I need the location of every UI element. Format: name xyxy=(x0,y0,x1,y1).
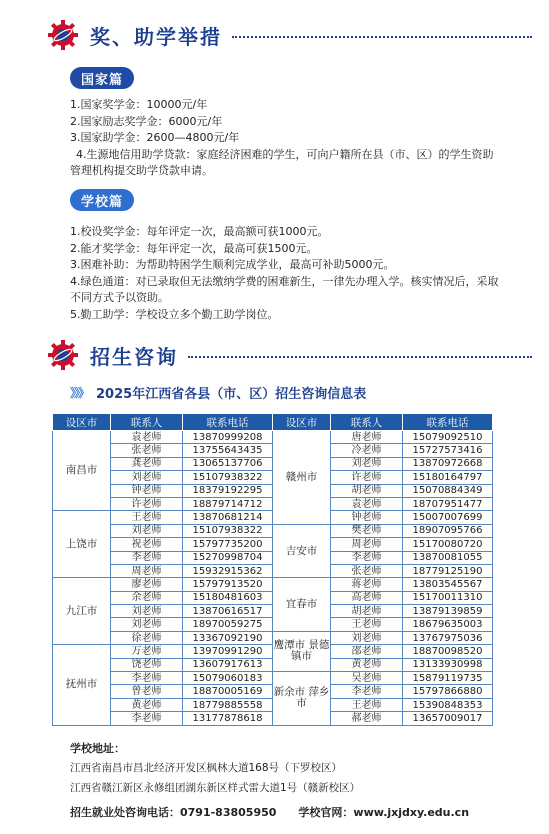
contact-phone-cell: 15797866880 xyxy=(403,685,493,698)
list-item: 3.困难补助：为帮助特困学生顺利完成学业，最高可补助5000元。 xyxy=(70,258,395,271)
address-label: 学校地址： xyxy=(70,742,125,755)
contact-name-cell: 李老师 xyxy=(111,672,183,685)
contact-name-cell: 曾老师 xyxy=(111,685,183,698)
contact-phone-cell: 13870616517 xyxy=(183,605,273,618)
table-row xyxy=(53,431,493,444)
contact-phone-cell: 18379192295 xyxy=(183,484,273,497)
contact-phone-cell: 13065137706 xyxy=(183,457,273,470)
contact-name-cell: 王老师 xyxy=(331,698,403,711)
column-header: 联系人 xyxy=(111,414,183,431)
contact-name-cell: 黄老师 xyxy=(111,698,183,711)
contact-name-cell: 胡老师 xyxy=(331,605,403,618)
city-cell: 吉安市 xyxy=(273,524,331,578)
contact-phone-cell: 13177878618 xyxy=(183,712,273,725)
city-cell: 新余市 萍乡市 xyxy=(273,672,331,726)
contact-phone-cell: 15170011310 xyxy=(403,591,493,604)
contact-phone-cell: 15797735200 xyxy=(183,538,273,551)
table-title-text: 2025年江西省各县（市、区）招生咨询信息表 xyxy=(96,387,367,402)
city-cell: 抚州市 xyxy=(53,645,111,725)
contact-name-cell: 周老师 xyxy=(331,538,403,551)
contact-phone-cell: 18879714712 xyxy=(183,497,273,510)
city-cell: 南昌市 xyxy=(53,431,111,511)
contact-name-cell: 郝老师 xyxy=(331,712,403,725)
contact-name-cell: 冷老师 xyxy=(331,444,403,457)
contact-phone-cell: 15932915362 xyxy=(183,564,273,577)
contact-phone-cell: 15079060183 xyxy=(183,672,273,685)
address-line: 江西省赣江新区永修组团湖东新区样式雷大道1号（赣新校区） xyxy=(70,782,361,794)
city-cell: 鹰潭市 景德镇市 xyxy=(273,631,331,671)
footer xyxy=(70,804,490,820)
school-label-badge: 学校篇 xyxy=(70,189,134,211)
contact-phone-cell: 18907095766 xyxy=(403,524,493,537)
table-row xyxy=(53,672,493,685)
contact-phone-cell: 18679635003 xyxy=(403,618,493,631)
section-title: 奖、助学举措 xyxy=(90,24,222,49)
contact-name-cell: 李老师 xyxy=(111,712,183,725)
contact-phone-cell: 15107938322 xyxy=(183,471,273,484)
contact-phone-cell: 15107938322 xyxy=(183,524,273,537)
contact-phone-cell: 15270998704 xyxy=(183,551,273,564)
contact-phone-cell: 18779885558 xyxy=(183,698,273,711)
column-header: 设区市 xyxy=(53,414,111,431)
table-row xyxy=(53,631,493,644)
contact-name-cell: 刘老师 xyxy=(111,605,183,618)
contact-phone-cell: 13607917613 xyxy=(183,658,273,671)
contact-phone-cell: 15070884349 xyxy=(403,484,493,497)
national-label-badge: 国家篇 xyxy=(70,67,134,89)
list-item: 1.国家奖学金：10000元/年 xyxy=(70,98,208,111)
contact-name-cell: 刘老师 xyxy=(111,471,183,484)
list-item: 1.校设奖学金：每年评定一次，最高额可获1000元。 xyxy=(70,225,329,238)
school-policy-list xyxy=(70,224,500,323)
city-cell: 赣州市 xyxy=(273,431,331,525)
column-header: 联系电话 xyxy=(183,414,273,431)
contact-name-cell: 蒋老师 xyxy=(331,578,403,591)
contact-name-cell: 袁老师 xyxy=(331,497,403,510)
contact-phone-cell: 13870999208 xyxy=(183,431,273,444)
table-body xyxy=(53,431,493,726)
contact-name-cell: 袁老师 xyxy=(111,431,183,444)
contact-name-cell: 樊老师 xyxy=(331,524,403,537)
city-cell: 宜春市 xyxy=(273,578,331,632)
contact-name-cell: 龚老师 xyxy=(111,457,183,470)
contact-phone-cell: 13970991290 xyxy=(183,645,273,658)
contact-name-cell: 祝老师 xyxy=(111,538,183,551)
contact-name-cell: 饶老师 xyxy=(111,658,183,671)
contact-name-cell: 吴老师 xyxy=(331,672,403,685)
city-cell: 上饶市 xyxy=(53,511,111,578)
contact-phone-cell: 13879139859 xyxy=(403,605,493,618)
contact-phone-cell: 18779125190 xyxy=(403,564,493,577)
gear-logo-icon xyxy=(46,18,80,52)
contact-name-cell: 刘老师 xyxy=(111,618,183,631)
contact-name-cell: 刘老师 xyxy=(111,524,183,537)
contact-name-cell: 徐老师 xyxy=(111,631,183,644)
contact-name-cell: 周老师 xyxy=(111,564,183,577)
list-item: 2.国家励志奖学金：6000元/年 xyxy=(70,114,223,128)
contact-name-cell: 张老师 xyxy=(331,564,403,577)
list-item: 5.勤工助学：学校设立多个勤工助学岗位。 xyxy=(70,307,279,321)
contact-phone-cell: 18870098520 xyxy=(403,645,493,658)
contact-name-cell: 唐老师 xyxy=(331,431,403,444)
contact-phone-cell: 15180481603 xyxy=(183,591,273,604)
table-row xyxy=(53,524,493,537)
contact-name-cell: 钟老师 xyxy=(331,511,403,524)
city-cell: 九江市 xyxy=(53,578,111,645)
contact-name-cell: 邵老师 xyxy=(331,645,403,658)
contact-name-cell: 黄老师 xyxy=(331,658,403,671)
dotted-divider xyxy=(232,36,532,38)
section-header-scholarships xyxy=(46,18,532,52)
contact-name-cell: 李老师 xyxy=(331,551,403,564)
contact-phone-cell: 13870972668 xyxy=(403,457,493,470)
contact-phone-cell: 15879119735 xyxy=(403,672,493,685)
contact-name-cell: 刘老师 xyxy=(331,631,403,644)
contact-phone-cell: 15390848353 xyxy=(403,698,493,711)
section-title: 招生咨询 xyxy=(90,344,178,369)
consult-phone: 招生就业处咨询电话：0791-83805950 xyxy=(70,806,277,819)
contact-phone-cell: 13367092190 xyxy=(183,631,273,644)
address-line: 江西省南昌市昌北经济开发区枫林大道168号（下罗校区） xyxy=(70,762,343,774)
contact-phone-cell: 15170080720 xyxy=(403,538,493,551)
table-header-row xyxy=(53,414,493,431)
contact-phone-cell: 13755643435 xyxy=(183,444,273,457)
contact-name-cell: 廖老师 xyxy=(111,578,183,591)
contact-name-cell: 王老师 xyxy=(111,511,183,524)
contact-phone-cell: 18970059275 xyxy=(183,618,273,631)
column-header: 联系人 xyxy=(331,414,403,431)
contact-phone-cell: 18707951477 xyxy=(403,497,493,510)
contact-name-cell: 万老师 xyxy=(111,645,183,658)
contact-name-cell: 刘老师 xyxy=(331,457,403,470)
contact-name-cell: 许老师 xyxy=(331,471,403,484)
contact-phone-cell: 15797913520 xyxy=(183,578,273,591)
contact-name-cell: 高老师 xyxy=(331,591,403,604)
contact-phone-cell: 13133930998 xyxy=(403,658,493,671)
list-item: 4.绿色通道：对已录取但无法缴纳学费的困难新生，一律先办理入学。核实情况后，采取不同方式予以资助。 xyxy=(70,274,499,304)
section-header-admissions xyxy=(46,338,532,372)
contact-name-cell: 王老师 xyxy=(331,618,403,631)
contact-phone-cell: 15079092510 xyxy=(403,431,493,444)
contact-name-cell: 余老师 xyxy=(111,591,183,604)
contact-name-cell: 李老师 xyxy=(331,685,403,698)
contact-name-cell: 李老师 xyxy=(111,551,183,564)
contact-name-cell: 张老师 xyxy=(111,444,183,457)
arrow-icon: 》》》 xyxy=(70,386,89,400)
column-header: 设区市 xyxy=(273,414,331,431)
contact-phone-cell: 18870005169 xyxy=(183,685,273,698)
contact-phone-cell: 13870681214 xyxy=(183,511,273,524)
dotted-divider xyxy=(188,356,532,358)
list-item: 4.生源地信用助学贷款：家庭经济困难的学生，可向户籍所在县（市、区）的学生资助管理机构提交助学贷款申请。 xyxy=(70,147,494,177)
column-header: 联系电话 xyxy=(403,414,493,431)
contact-phone-cell: 13767975036 xyxy=(403,631,493,644)
contact-phone-cell: 15007007699 xyxy=(403,511,493,524)
contact-phone-cell: 15180164797 xyxy=(403,471,493,484)
contact-table xyxy=(52,413,493,726)
table-title xyxy=(70,383,366,402)
gear-logo-icon xyxy=(46,338,80,372)
contact-name-cell: 钟老师 xyxy=(111,484,183,497)
contact-phone-cell: 13657009017 xyxy=(403,712,493,725)
contact-name-cell: 胡老师 xyxy=(331,484,403,497)
contact-phone-cell: 15727573416 xyxy=(403,444,493,457)
contact-name-cell: 许老师 xyxy=(111,497,183,510)
contact-phone-cell: 13803545567 xyxy=(403,578,493,591)
website-link[interactable]: 学校官网：www.jxjdxy.edu.cn xyxy=(298,806,470,819)
contact-phone-cell: 13870081055 xyxy=(403,551,493,564)
national-policy-list xyxy=(70,97,500,180)
table-row xyxy=(53,578,493,591)
list-item: 3.国家助学金：2600—4800元/年 xyxy=(70,131,240,144)
list-item: 2.能才奖学金：每年评定一次，最高可获1500元。 xyxy=(70,241,318,255)
